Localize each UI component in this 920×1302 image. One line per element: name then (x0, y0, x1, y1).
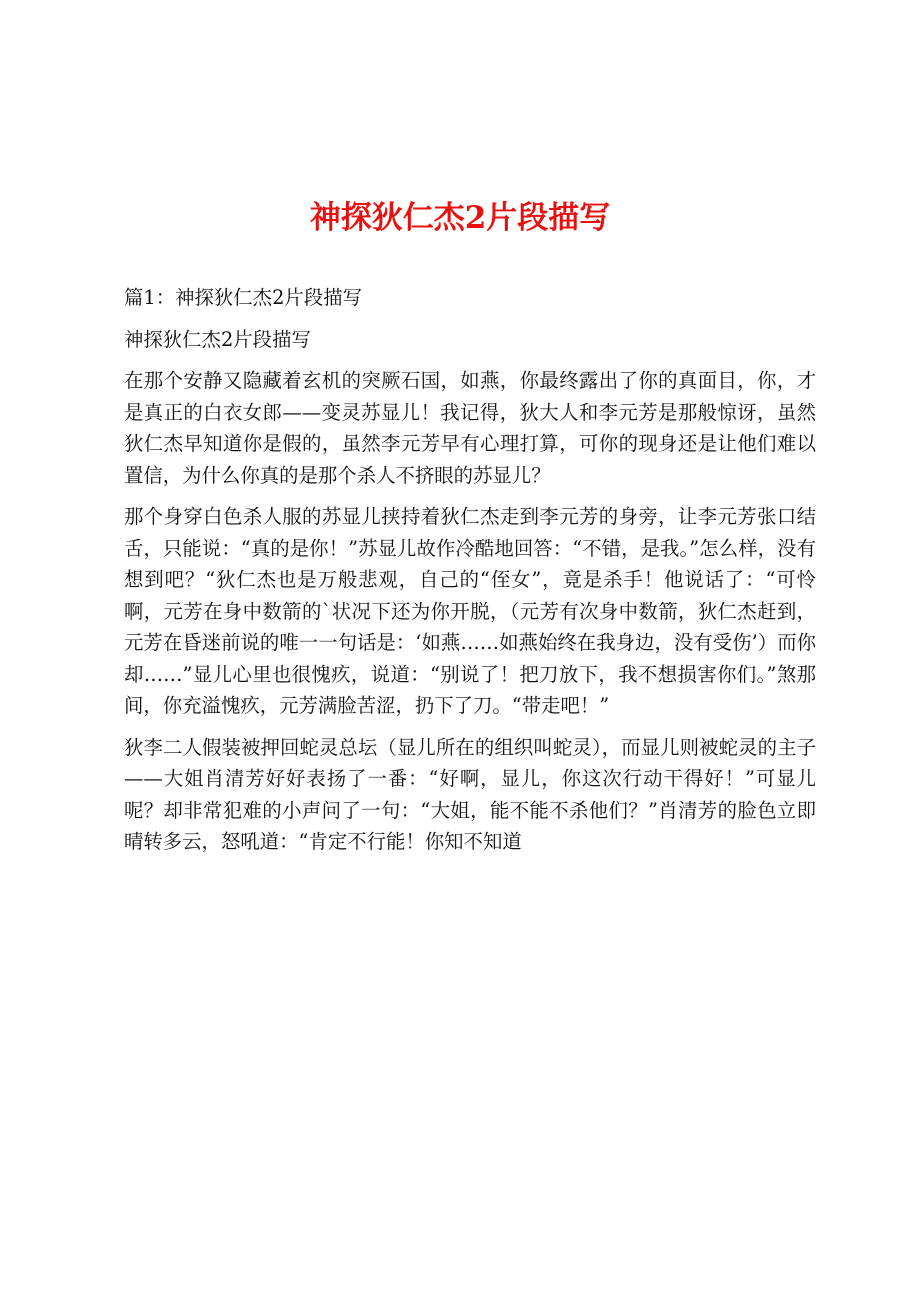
document-title: 神探狄仁杰2片段描写 (309, 200, 611, 236)
section-subtitle: 神探狄仁杰2片段描写 (124, 327, 311, 351)
document-body (124, 282, 816, 868)
body-paragraph: 在那个安静又隐藏着玄机的突厥石国，如燕，你最终露出了你的真面目，你，才是真正的白衣女郎——变灵苏显儿！我记得，狄大人和李元芳是那般惊讶，虽然狄仁杰早知道你是假的，虽然李元芳早有心理打算，可你的现身还是让他们难以置信，为什么你真的是那个杀人不挤眼的苏显儿？ (124, 369, 816, 487)
body-paragraph: 那个身穿白色杀人服的苏显儿挟持着狄仁杰走到李元芳的身旁，让李元芳张口结舌，只能说：“真的是你！”苏显儿故作冷酷地回答：“不错，是我。”怎么样，没有想到吧？“狄仁杰也是万般悲观，自己的“侄女”，竟是杀手！他说话了：“可怜啊，元芳在身中数箭的`状况下还为你开脱，（元芳有次身中数箭，狄仁杰赶到，元芳在昏迷前说的唯一一句话是：‘如燕……如燕始终在我身边，没有受伤’）而你却……”显儿心里也很愧疚，说道：“别说了！把刀放下，我不想损害你们。”煞那间，你充溢愧疚，元芳满脸苦涩，扔下了刀。“带走吧！” (124, 505, 816, 717)
chapter-heading: 篇1：神探狄仁杰2片段描写 (124, 286, 362, 309)
body-paragraph: 狄李二人假装被押回蛇灵总坛（显儿所在的组织叫蛇灵），而显儿则被蛇灵的主子——大姐肖清芳好好表扬了一番：“好啊，显儿，你这次行动干得好！”可显儿呢？却非常犯难的小声问了一句：“大姐，能不能不杀他们？”肖清芳的脸色立即晴转多云，怒吼道：“肯定不行能！你知不知道 (124, 735, 816, 853)
